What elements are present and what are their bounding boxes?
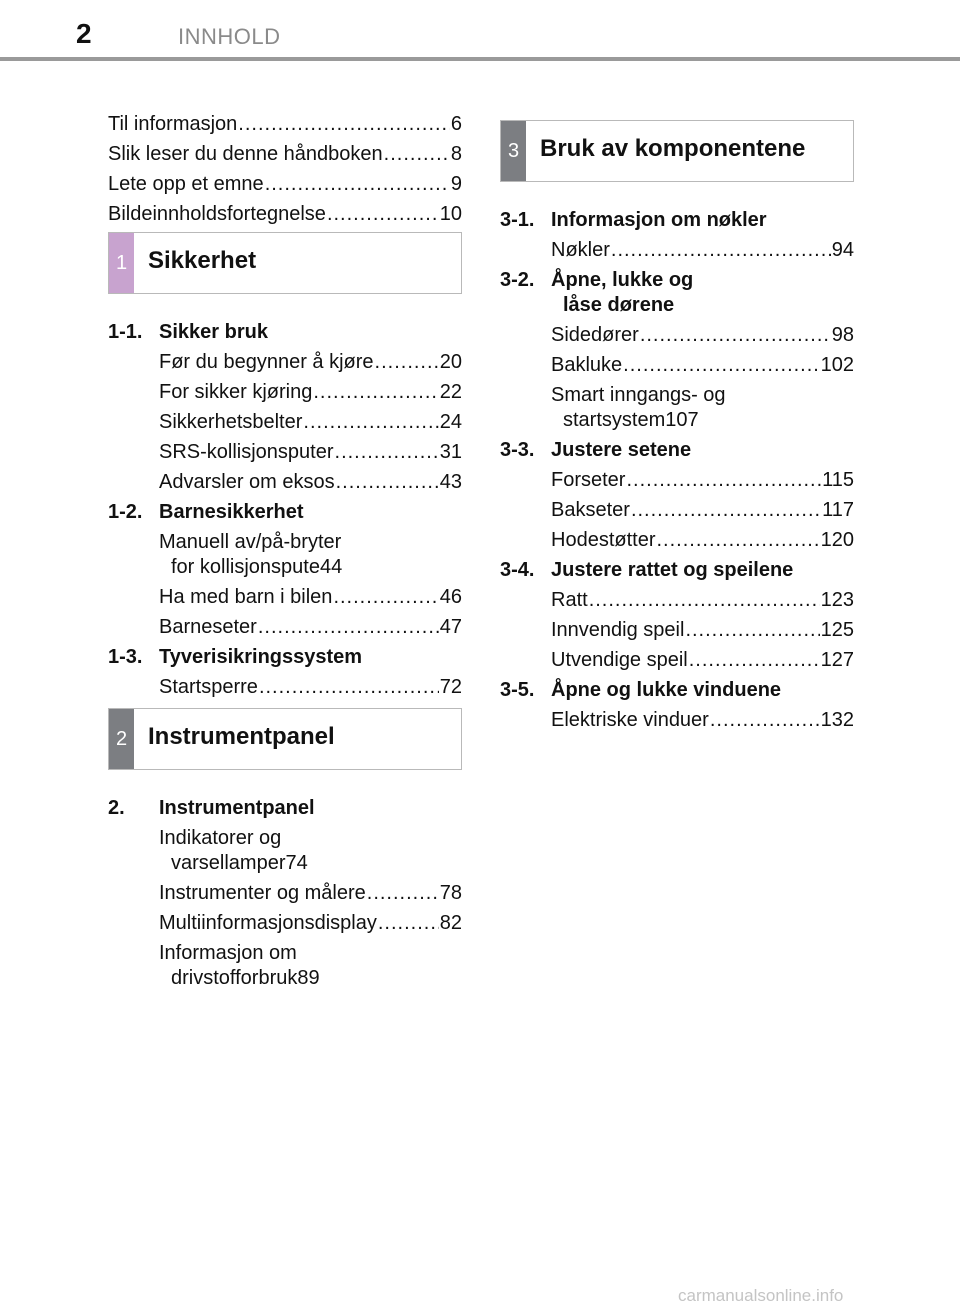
toc-entry[interactable]: Smart inngangs- og startsystem 107 bbox=[551, 384, 726, 431]
toc-entry[interactable]: Før du begynner å kjøre ..... 20 bbox=[108, 350, 462, 375]
toc-entry[interactable]: Bakluke ..... 102 bbox=[500, 353, 854, 378]
group-heading-3-2[interactable]: 3-2. Åpne, lukke og låse dørene bbox=[500, 269, 694, 316]
section-title: Sikkerhet bbox=[148, 247, 257, 274]
section-header-sikkerhet[interactable] bbox=[108, 232, 462, 294]
toc-entry[interactable]: Innvendig speil ..... 125 bbox=[500, 618, 854, 643]
toc-entry-bildeinnhold[interactable]: Bildeinnholdsfortegnelse ..... 10 bbox=[108, 202, 462, 227]
toc-entry-lete-opp[interactable]: Lete opp et emne ..... 9 bbox=[108, 172, 462, 197]
toc-entry[interactable]: Informasjon om drivstofforbruk 89 bbox=[159, 942, 320, 989]
toc-entry-til-informasjon[interactable]: Til informasjon ..... 6 bbox=[108, 112, 462, 137]
toc-entry[interactable]: SRS-kollisjonsputer ..... 31 bbox=[108, 440, 462, 465]
section-title: Bruk av komponentene bbox=[540, 135, 806, 162]
toc-entry[interactable]: Sidedører ..... 98 bbox=[500, 323, 854, 348]
section-tab-2: 2 bbox=[109, 709, 134, 769]
group-heading-1-1[interactable]: 1-1. Sikker bruk bbox=[108, 321, 268, 343]
group-heading-3-4[interactable]: 3-4. Justere rattet og speilene bbox=[500, 559, 794, 581]
toc-entry[interactable]: Startsperre ..... 72 bbox=[108, 675, 462, 700]
toc-entry[interactable]: Advarsler om eksos ..... 43 bbox=[108, 470, 462, 495]
toc-entry[interactable]: Nøkler ..... 94 bbox=[500, 238, 854, 263]
header-rule bbox=[0, 57, 960, 61]
group-heading-3-3[interactable]: 3-3. Justere setene bbox=[500, 439, 692, 461]
group-heading-3-5[interactable]: 3-5. Åpne og lukke vinduene bbox=[500, 679, 782, 701]
toc-entry[interactable]: Ha med barn i bilen ..... 46 bbox=[108, 585, 462, 610]
toc-entry[interactable]: Indikatorer og varsellamper 74 bbox=[159, 827, 308, 874]
section-tab-1: 1 bbox=[109, 233, 134, 293]
section-header-instrumentpanel[interactable] bbox=[108, 708, 462, 770]
toc-entry[interactable]: Multiinformasjonsdisplay ..... 82 bbox=[108, 911, 462, 936]
toc-entry[interactable]: Hodestøtter ..... 120 bbox=[500, 528, 854, 553]
toc-entry[interactable]: Elektriske vinduer ..... 132 bbox=[500, 708, 854, 733]
page-number: 2 bbox=[76, 18, 92, 49]
toc-entry[interactable]: Ratt ..... 123 bbox=[500, 588, 854, 613]
toc-entry[interactable]: Forseter ..... 115 bbox=[500, 468, 854, 493]
toc-entry[interactable]: Bakseter ..... 117 bbox=[500, 498, 854, 523]
watermark: carmanualsonline.info bbox=[678, 1286, 844, 1305]
toc-entry[interactable]: Instrumenter og målere ..... 78 bbox=[108, 881, 462, 906]
section-tab-3: 3 bbox=[501, 121, 526, 181]
page-header bbox=[0, 0, 960, 62]
section-title: Instrumentpanel bbox=[148, 723, 335, 750]
section-header-bruk-av-komponentene[interactable] bbox=[500, 120, 854, 182]
group-heading-2[interactable]: 2. Instrumentpanel bbox=[108, 797, 315, 819]
toc-entry[interactable]: Barneseter ..... 47 bbox=[108, 615, 462, 640]
toc-entry[interactable]: Utvendige speil ..... 127 bbox=[500, 648, 854, 673]
group-heading-1-3[interactable]: 1-3. Tyverisikringssystem bbox=[108, 646, 363, 668]
toc-entry[interactable]: For sikker kjøring ..... 22 bbox=[108, 380, 462, 405]
group-heading-1-2[interactable]: 1-2. Barnesikkerhet bbox=[108, 501, 304, 523]
group-heading-3-1[interactable]: 3-1. Informasjon om nøkler bbox=[500, 209, 767, 231]
toc-entry[interactable]: Sikkerhetsbelter ..... 24 bbox=[108, 410, 462, 435]
toc-left-column bbox=[108, 112, 462, 996]
toc-entry[interactable]: Manuell av/på-bryter for kollisjonspute 44 bbox=[159, 531, 343, 578]
header-title: INNHOLD bbox=[178, 24, 281, 49]
toc-entry-slik-leser[interactable]: Slik leser du denne håndboken ..... 8 bbox=[108, 142, 462, 167]
toc-right-column bbox=[500, 120, 854, 738]
